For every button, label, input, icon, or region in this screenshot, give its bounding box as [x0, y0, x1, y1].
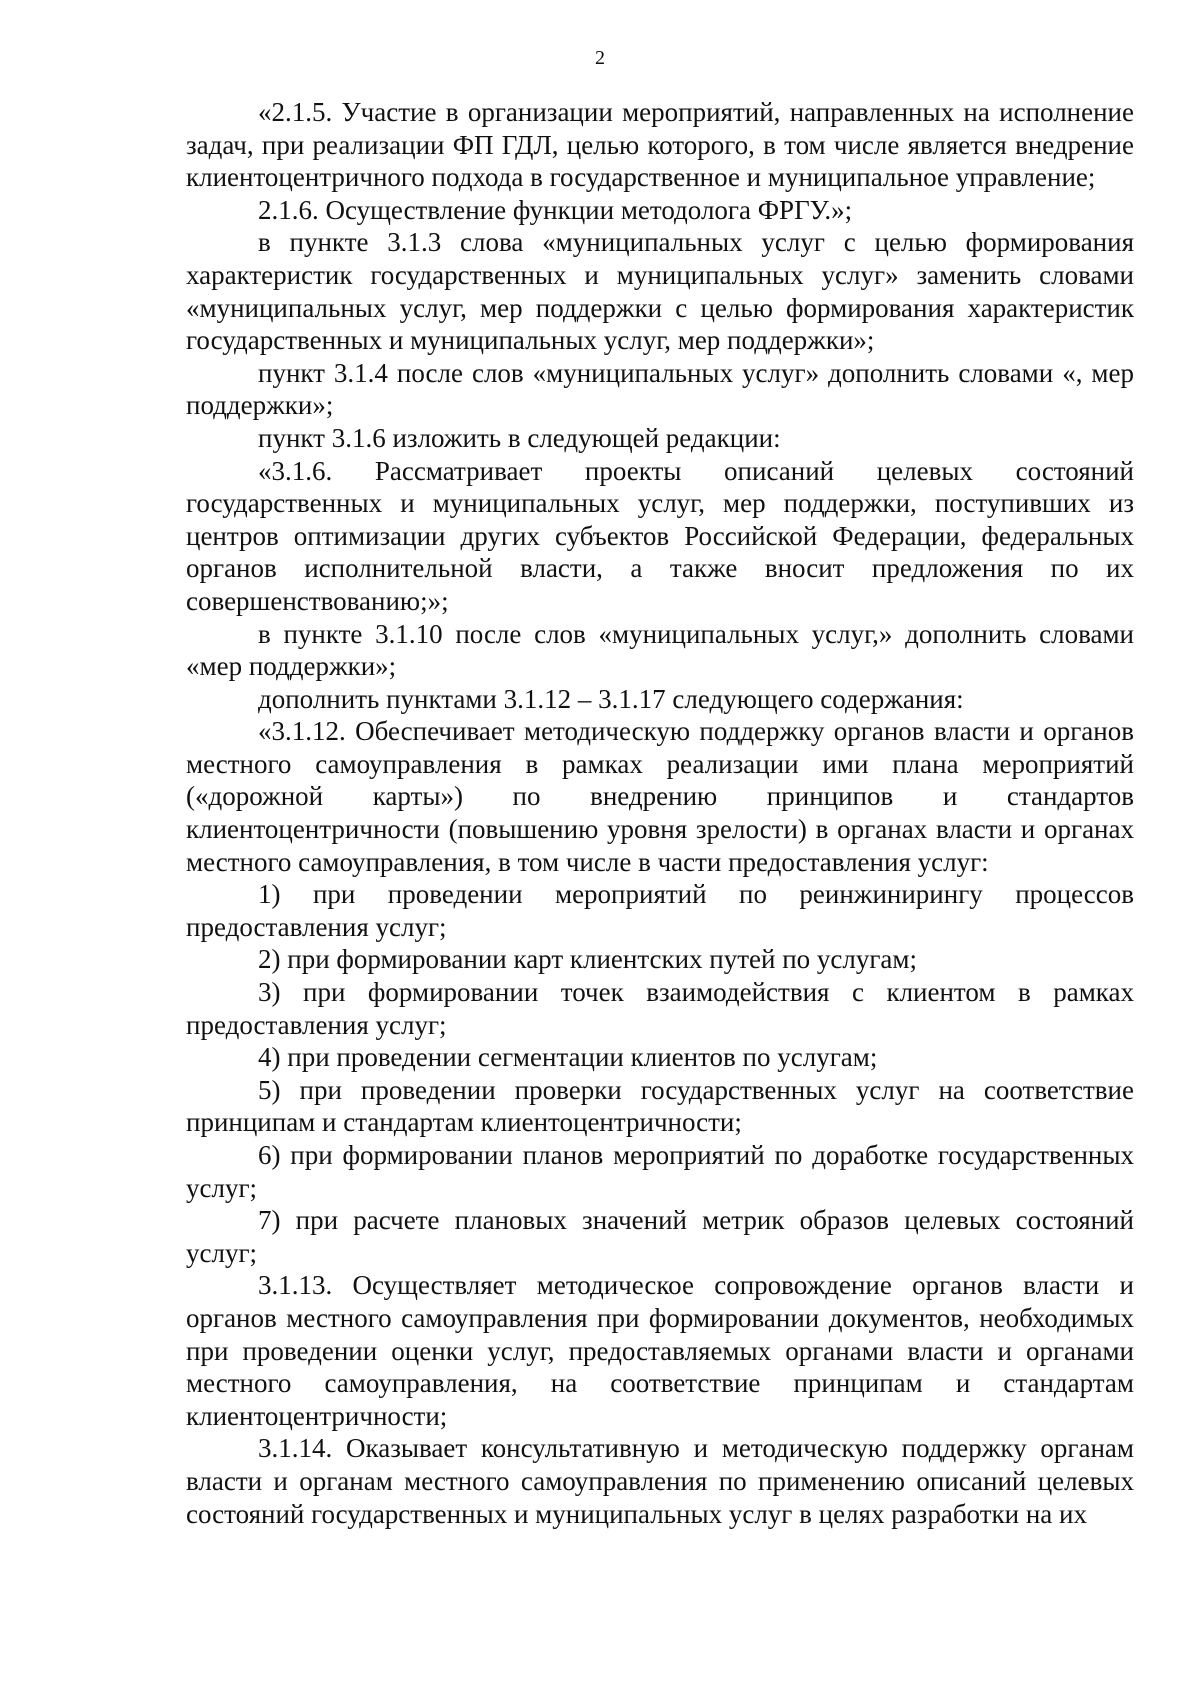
paragraph-3-1-13: 3.1.13. Осуществляет методическое сопровождение органов власти и органов местного самоуправления при формировании документов, необходимых при проведении оценки услуг, предоставляемых органами власти и органами местного самоуправления, на соответствие принципам и стандартам клиентоцентричности; — [186, 1270, 1134, 1431]
list-item-4: 4) при проведении сегментации клиентов по услугам; — [258, 1042, 878, 1073]
paragraph-3-1-12: «3.1.12. Обеспечивает методическую поддержку органов власти и органов местного самоуправления в рамках реализации ими плана мероприятий («дорожной карты») по внедрению принципов и стандартов клиентоцентричности (повышению уровня зрелости) в органах власти и органах местного самоуправления, в том числе в части предоставления услуг: — [186, 716, 1134, 877]
list-item-3: 3) при формировании точек взаимодействия с клиентом в рамках предоставления услуг; — [186, 977, 1134, 1040]
list-item-7: 7) при расчете плановых значений метрик образов целевых состояний услуг; — [186, 1205, 1134, 1268]
paragraph-3-1-6: «3.1.6. Рассматривает проекты описаний целевых состояний государственных и муниципальных услуг, мер поддержки, поступивших из центров оптимизации других субъектов Российской Федерации, федеральных органов исполнительной власти, а также вносит предложения по их совершенствованию;»; — [186, 455, 1134, 616]
list-item-1: 1) при проведении мероприятий по реинжинирингу процессов предоставления услуг; — [186, 879, 1134, 942]
list-item-5: 5) при проведении проверки государственных услуг на соответствие принципам и стандартам клиентоцентричности; — [186, 1074, 1134, 1138]
list-item-2: 2) при формировании карт клиентских путей по услугам; — [258, 944, 918, 975]
paragraph-amend-3-1-3: в пункте 3.1.3 слова «муниципальных услуг с целью формирования характеристик государственных и муниципальных услуг» заменить словами «муниципальных услуг, мер поддержки с целью формирования характеристик государственных и муниципальных услуг, мер поддержки»; — [186, 227, 1134, 356]
paragraph-amend-3-1-6-intro: пункт 3.1.6 изложить в следующей редакции: — [258, 422, 781, 453]
paragraph-3-1-14: 3.1.14. Оказывает консультативную и методическую поддержку органам власти и органам местного самоуправления по применению описаний целевых состояний государственных и муниципальных услуг в целях разработки на их — [186, 1433, 1134, 1529]
paragraph-2-1-6: 2.1.6. Осуществление функции методолога ФРГУ.»; — [258, 194, 853, 225]
paragraph-2-1-5: «2.1.5. Участие в организации мероприятий, направленных на исполнение задач, при реализации ФП ГДЛ, целью которого, в том числе является внедрение клиентоцентричного подхода в государственное и муниципальное управление; — [186, 97, 1134, 193]
paragraph-amend-3-1-10: в пункте 3.1.10 после слов «муниципальных услуг,» дополнить словами «мер поддержки»; — [186, 618, 1134, 682]
document-body — [186, 96, 1134, 1530]
page-number: 2 — [595, 47, 605, 69]
paragraph-add-items-intro: дополнить пунктами 3.1.12 – 3.1.17 следующего содержания: — [258, 683, 964, 714]
list-item-6: 6) при формировании планов мероприятий по доработке государственных услуг; — [186, 1140, 1134, 1203]
paragraph-amend-3-1-4: пункт 3.1.4 после слов «муниципальных услуг» дополнить словами «, мер поддержки»; — [186, 357, 1134, 421]
